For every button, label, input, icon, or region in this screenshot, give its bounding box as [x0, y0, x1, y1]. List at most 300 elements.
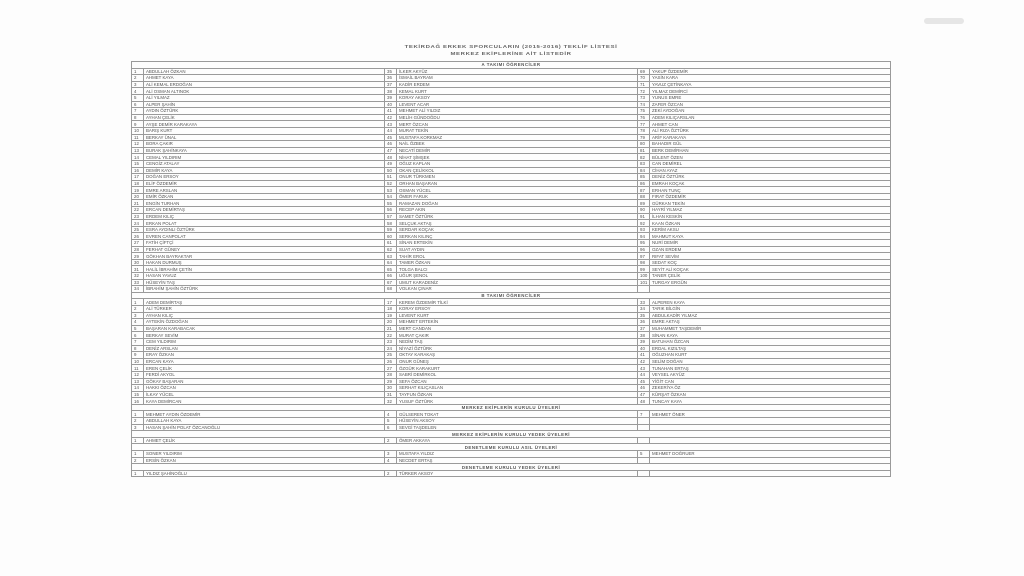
row-number: 71: [638, 81, 650, 88]
member-name: ERCAN DEMİRTAŞ: [144, 207, 385, 214]
table-row: [132, 305, 891, 312]
row-number: 48: [638, 398, 650, 405]
row-number: 21: [132, 200, 144, 207]
member-name: RIFAT SEVİM: [650, 253, 891, 260]
member-name: ALİ OSMAN ALTINOK: [144, 88, 385, 95]
row-number: [638, 418, 650, 425]
row-number: 72: [638, 88, 650, 95]
row-number: 20: [385, 319, 397, 326]
row-number: 66: [385, 273, 397, 280]
member-name: SELİM DOĞAN: [650, 358, 891, 365]
member-name: HALİL İBRAHİM ÇETİN: [144, 266, 385, 273]
table-row: [132, 371, 891, 378]
table-row: [132, 114, 891, 121]
table-row: [132, 391, 891, 398]
member-name: TUNCAY KAYA: [650, 398, 891, 405]
table-row: [132, 259, 891, 266]
member-name: NİYAZİ ÖZTÜRK: [397, 345, 638, 352]
table-row: [132, 253, 891, 260]
table-row: [132, 437, 891, 444]
row-number: 36: [638, 319, 650, 326]
member-name: AYDIN ÖZTÜRK: [144, 108, 385, 115]
member-name: VEYSEL AKYÜZ: [650, 371, 891, 378]
member-name: OZAN ERDEM: [650, 246, 891, 253]
member-name: BERKAY SEVİM: [144, 332, 385, 339]
member-name: GÖKAY BAŞARAN: [144, 378, 385, 385]
member-name: UĞUR ŞENOL: [397, 273, 638, 280]
member-name: MUSTAFA KORKMAZ: [397, 134, 638, 141]
member-name: AYŞE DEMİR KARAKAYA: [144, 121, 385, 128]
member-name: TOLGA BALCI: [397, 266, 638, 273]
member-name: HAKAN DURMUŞ: [144, 259, 385, 266]
row-number: 84: [638, 167, 650, 174]
member-name: YILMAZ DEMİRCİ: [650, 88, 891, 95]
member-name: SEDAT KOÇ: [650, 259, 891, 266]
member-name: LEVENT KURT: [397, 312, 638, 319]
member-name: MAHMUT KAYA: [650, 233, 891, 240]
member-name: ALİ RIZA ÖZTÜRK: [650, 127, 891, 134]
table-row: [132, 424, 891, 431]
row-number: 56: [385, 207, 397, 214]
table-row: [132, 108, 891, 115]
member-name: EMRAH KOÇAK: [650, 180, 891, 187]
member-name: NURİ DEMİR: [650, 240, 891, 247]
row-number: [638, 424, 650, 431]
member-name: MEHMET ALİ YILDIZ: [397, 108, 638, 115]
member-name: EMRE ARSLAN: [144, 187, 385, 194]
row-number: 3: [132, 312, 144, 319]
member-name: [650, 470, 891, 477]
row-number: 34: [638, 305, 650, 312]
member-list-table: [131, 61, 891, 477]
member-name: AHMET CAN: [650, 121, 891, 128]
member-name: HAYRİ YILMAZ: [650, 207, 891, 214]
row-number: 100: [638, 273, 650, 280]
row-number: 1: [132, 470, 144, 477]
member-name: OSMAN YÜCEL: [397, 187, 638, 194]
member-name: BAHADIR GÜL: [650, 141, 891, 148]
member-name: EREN ÇELİK: [144, 365, 385, 372]
table-row: [132, 325, 891, 332]
row-number: 62: [385, 246, 397, 253]
member-name: KEMAL KURT: [397, 88, 638, 95]
row-number: 2: [132, 75, 144, 82]
member-list-body: [132, 62, 891, 477]
row-number: 97: [638, 253, 650, 260]
member-name: SERKAN KILINÇ: [397, 233, 638, 240]
member-name: RECEP AKIN: [397, 207, 638, 214]
table-row: [132, 101, 891, 108]
row-number: 7: [132, 108, 144, 115]
member-name: MEHMET DOĞRUER: [650, 451, 891, 458]
member-name: ÖZGÜR KARAKURT: [397, 365, 638, 372]
row-number: 49: [385, 160, 397, 167]
member-name: MURAT TEKİN: [397, 127, 638, 134]
member-name: BERKAY ÜNAL: [144, 134, 385, 141]
row-number: 11: [132, 365, 144, 372]
member-name: AYHAN KILIÇ: [144, 312, 385, 319]
row-number: 52: [385, 180, 397, 187]
member-name: NECATİ DEMİR: [397, 147, 638, 154]
row-number: 26: [385, 358, 397, 365]
member-name: SEYİT ALİ KOÇAK: [650, 266, 891, 273]
member-name: ALPER ŞAHİN: [144, 101, 385, 108]
row-number: 82: [638, 154, 650, 161]
section-header-row: [132, 464, 891, 471]
member-name: KÜRŞAT ÖZKAN: [650, 391, 891, 398]
row-number: 26: [132, 233, 144, 240]
member-name: MEHMET ERTEKİN: [397, 319, 638, 326]
table-row: [132, 279, 891, 286]
row-number: 9: [132, 121, 144, 128]
table-row: [132, 365, 891, 372]
row-number: 8: [132, 345, 144, 352]
member-name: YUNUS EMRE: [650, 94, 891, 101]
row-number: 12: [132, 371, 144, 378]
member-name: SİNAN ERTEKİN: [397, 240, 638, 247]
member-name: DEMİR KAYA: [144, 167, 385, 174]
row-number: 10: [132, 358, 144, 365]
row-number: 99: [638, 266, 650, 273]
member-name: ONUR TÜRKMEN: [397, 174, 638, 181]
table-row: [132, 193, 891, 200]
member-name: BURAK ŞAHİNKAYA: [144, 147, 385, 154]
row-number: 80: [638, 141, 650, 148]
row-number: 2: [132, 305, 144, 312]
row-number: [638, 470, 650, 477]
row-number: 37: [638, 325, 650, 332]
member-name: İBRAHİM ŞAHİN ÖZTÜRK: [144, 286, 385, 293]
member-name: TAHİR EROL: [397, 253, 638, 260]
member-name: ZAFER ÖZCAN: [650, 101, 891, 108]
row-number: 6: [132, 332, 144, 339]
row-number: 98: [638, 259, 650, 266]
section-title: B TAKIMI ÖĞRENCİLER: [132, 292, 891, 299]
member-name: BORA ÇAKIR: [144, 141, 385, 148]
row-number: 5: [385, 418, 397, 425]
member-name: İLKAY YÜCEL: [144, 391, 385, 398]
member-name: NİHAT ŞİMŞEK: [397, 154, 638, 161]
table-row: [132, 167, 891, 174]
member-name: OKTAY KARAKAŞ: [397, 352, 638, 359]
row-number: 59: [385, 226, 397, 233]
table-row: [132, 319, 891, 326]
row-number: 25: [132, 226, 144, 233]
row-number: 18: [385, 305, 397, 312]
section-title: MERKEZ EKİPLERİN KURULU ÜYELERİ: [132, 404, 891, 411]
table-row: [132, 180, 891, 187]
row-number: 87: [638, 187, 650, 194]
row-number: 16: [132, 167, 144, 174]
member-name: [650, 424, 891, 431]
row-number: 31: [385, 391, 397, 398]
member-name: ADEM DEMİRTAŞ: [144, 299, 385, 306]
member-name: ENGİN TURHAN: [144, 200, 385, 207]
row-number: 2: [132, 418, 144, 425]
member-name: BARIŞ KURT: [144, 127, 385, 134]
member-name: MURAT ÇAKIR: [397, 332, 638, 339]
section-title: DENETLEME KURULU ASIL ÜYELERİ: [132, 444, 891, 451]
row-number: [638, 286, 650, 293]
row-number: 92: [638, 220, 650, 227]
member-name: CEMAL YILDIRIM: [144, 154, 385, 161]
member-name: TÜRKER AKSOY: [397, 470, 638, 477]
row-number: 42: [385, 114, 397, 121]
section-header-row: [132, 404, 891, 411]
member-name: MEHMET AYDIN ÖZDEMİR: [144, 411, 385, 418]
member-name: GÖKHAN BAYRAKTAR: [144, 253, 385, 260]
table-row: [132, 470, 891, 477]
member-name: HASAN ŞAHİN POLAT ÖZCANOĞLU: [144, 424, 385, 431]
row-number: 20: [132, 193, 144, 200]
row-number: 40: [638, 345, 650, 352]
row-number: 60: [385, 233, 397, 240]
table-row: [132, 345, 891, 352]
table-row: [132, 233, 891, 240]
member-name: TARIK BİLGİN: [650, 305, 891, 312]
row-number: 44: [638, 371, 650, 378]
row-number: 6: [132, 101, 144, 108]
member-name: GÜRKAN TEKİN: [650, 200, 891, 207]
table-row: [132, 154, 891, 161]
table-row: [132, 160, 891, 167]
table-row: [132, 312, 891, 319]
row-number: 89: [638, 200, 650, 207]
row-number: 30: [132, 259, 144, 266]
row-number: 2: [132, 457, 144, 464]
row-number: 12: [132, 141, 144, 148]
member-name: BÜLENT ÖZEN: [650, 154, 891, 161]
table-row: [132, 81, 891, 88]
row-number: 18: [132, 180, 144, 187]
row-number: 35: [385, 68, 397, 75]
table-row: [132, 398, 891, 405]
member-name: ZEKERİYA ÖZ: [650, 385, 891, 392]
row-number: 5: [132, 94, 144, 101]
member-name: ONUR GÜNEŞ: [397, 358, 638, 365]
member-name: YUSUF ÖZTÜRK: [397, 398, 638, 405]
row-number: 43: [638, 365, 650, 372]
row-number: 41: [638, 352, 650, 359]
row-number: 22: [385, 332, 397, 339]
member-name: MERT ÖZCAN: [397, 121, 638, 128]
row-number: 2: [385, 437, 397, 444]
row-number: 93: [638, 226, 650, 233]
member-name: ALPEREN KAYA: [650, 299, 891, 306]
member-name: DENİZ ÖZTÜRK: [650, 174, 891, 181]
row-number: 23: [132, 213, 144, 220]
member-name: YASİN KARA: [650, 75, 891, 82]
member-name: AHMET KAYA: [144, 75, 385, 82]
row-number: 38: [385, 88, 397, 95]
member-name: KADİR ERDEM: [397, 81, 638, 88]
row-number: 1: [132, 68, 144, 75]
row-number: 79: [638, 134, 650, 141]
table-row: [132, 213, 891, 220]
row-number: 35: [638, 312, 650, 319]
row-number: 45: [385, 134, 397, 141]
row-number: 28: [132, 246, 144, 253]
table-row: [132, 286, 891, 293]
row-number: 58: [385, 220, 397, 227]
member-name: MUSTAFA YILDIZ: [397, 451, 638, 458]
row-number: 34: [132, 286, 144, 293]
row-number: 64: [385, 259, 397, 266]
row-number: 7: [132, 338, 144, 345]
member-name: ERCAN KAYA: [144, 358, 385, 365]
table-row: [132, 378, 891, 385]
member-name: CİHAN AYAZ: [650, 167, 891, 174]
section-title: MERKEZ EKİPLERİN KURULU YEDEK ÜYELERİ: [132, 431, 891, 438]
row-number: 24: [385, 345, 397, 352]
row-number: 4: [385, 457, 397, 464]
row-number: 3: [385, 451, 397, 458]
row-number: 63: [385, 253, 397, 260]
member-name: LEVENT ACAR: [397, 101, 638, 108]
row-number: 4: [132, 88, 144, 95]
row-number: 57: [385, 213, 397, 220]
row-number: 28: [385, 371, 397, 378]
row-number: 30: [385, 385, 397, 392]
table-row: [132, 266, 891, 273]
member-name: ZEKİ AYDOĞAN: [650, 108, 891, 115]
member-name: RAMAZAN DOĞAN: [397, 200, 638, 207]
member-name: OĞUZHAN KURT: [650, 352, 891, 359]
row-number: 19: [132, 187, 144, 194]
member-name: KAAN ÖZKAN: [650, 220, 891, 227]
table-row: [132, 418, 891, 425]
member-name: EMRE AKTAŞ: [650, 319, 891, 326]
member-name: YAVUZ ÇETİNKAYA: [650, 81, 891, 88]
member-name: NECDET ERTAŞ: [397, 457, 638, 464]
member-name: OĞUZ KAPLAN: [397, 160, 638, 167]
row-number: 19: [385, 312, 397, 319]
row-number: 1: [132, 299, 144, 306]
row-number: 1: [132, 437, 144, 444]
member-name: ALİ TÜRKER: [144, 305, 385, 312]
table-row: [132, 88, 891, 95]
table-row: [132, 121, 891, 128]
member-name: TUNAHAN ERTAŞ: [650, 365, 891, 372]
row-number: [638, 457, 650, 464]
member-name: HÜSEYİN TAŞ: [144, 279, 385, 286]
member-name: ERAY ÖZKAN: [144, 352, 385, 359]
member-name: ERSİN ÖZKAN: [144, 457, 385, 464]
document-subtitle: MERKEZ EKİPLERİNE AİT LİSTEDİR: [450, 51, 572, 57]
member-name: ALİ KEMAL ERDOĞAN: [144, 81, 385, 88]
section-header-row: [132, 444, 891, 451]
member-name: SİNAN KAYA: [650, 332, 891, 339]
row-number: 16: [132, 398, 144, 405]
row-number: 85: [638, 174, 650, 181]
member-name: TAMER ÖZKAN: [397, 259, 638, 266]
table-row: [132, 246, 891, 253]
section-title: A TAKIMI ÖĞRENCİLER: [132, 62, 891, 69]
row-number: 25: [385, 352, 397, 359]
member-name: AYHAN ÇELİK: [144, 114, 385, 121]
table-row: [132, 147, 891, 154]
member-name: ÖMER FARUK: [397, 193, 638, 200]
row-number: 54: [385, 193, 397, 200]
row-number: 67: [385, 279, 397, 286]
row-number: 68: [385, 286, 397, 293]
table-row: [132, 200, 891, 207]
row-number: 88: [638, 193, 650, 200]
member-name: YILDIZ ŞAHİNOĞLU: [144, 470, 385, 477]
member-name: SAMET ÖZTÜRK: [397, 213, 638, 220]
row-number: 27: [132, 240, 144, 247]
member-name: KORAY AKSOY: [397, 94, 638, 101]
section-title: DENETLEME KURULU YEDEK ÜYELERİ: [132, 464, 891, 471]
member-name: ORHAN BAŞARAN: [397, 180, 638, 187]
row-number: 38: [638, 332, 650, 339]
member-name: BAŞARAN KARABACAK: [144, 325, 385, 332]
member-name: MERT CANDAN: [397, 325, 638, 332]
row-number: 96: [638, 246, 650, 253]
row-number: 46: [385, 141, 397, 148]
row-number: 44: [385, 127, 397, 134]
corner-watermark: [924, 18, 964, 24]
row-number: 1: [132, 411, 144, 418]
row-number: 22: [132, 207, 144, 214]
row-number: 33: [638, 299, 650, 306]
section-header-row: [132, 431, 891, 438]
member-name: TAYFUN ÖZKAN: [397, 391, 638, 398]
member-name: MEHMET ÖNER: [650, 411, 891, 418]
table-row: [132, 207, 891, 214]
table-row: [132, 332, 891, 339]
member-name: ABDULKADİR YILMAZ: [650, 312, 891, 319]
table-row: [132, 299, 891, 306]
member-name: DENİZ ARSLAN: [144, 345, 385, 352]
row-number: 31: [132, 266, 144, 273]
member-name: ESRA AYDINLI ÖZTÜRK: [144, 226, 385, 233]
row-number: 70: [638, 75, 650, 82]
member-name: ARİF KARAKAYA: [650, 134, 891, 141]
table-row: [132, 220, 891, 227]
member-name: NEDİM TAŞ: [397, 338, 638, 345]
table-row: [132, 187, 891, 194]
row-number: 95: [638, 240, 650, 247]
row-number: 90: [638, 207, 650, 214]
document-body: [131, 44, 891, 477]
member-name: HASAN YAVUZ: [144, 273, 385, 280]
table-row: [132, 141, 891, 148]
member-name: KAYA DEMİRCAN: [144, 398, 385, 405]
member-name: ÖMER AKKAYA: [397, 437, 638, 444]
member-name: ABDULLAH ÖZKAN: [144, 68, 385, 75]
table-row: [132, 226, 891, 233]
member-name: NAİL ÖZBEK: [397, 141, 638, 148]
row-number: 4: [385, 411, 397, 418]
member-name: TURGAY ERGÜN: [650, 279, 891, 286]
row-number: 9: [132, 352, 144, 359]
row-number: 47: [385, 147, 397, 154]
row-number: 5: [132, 325, 144, 332]
member-name: DOĞAN ERSOY: [144, 174, 385, 181]
row-number: 83: [638, 160, 650, 167]
member-name: HÜSEYİN AKSOY: [397, 418, 638, 425]
row-number: 15: [132, 160, 144, 167]
table-row: [132, 352, 891, 359]
member-name: UMUT KARADENİZ: [397, 279, 638, 286]
row-number: 6: [385, 424, 397, 431]
table-row: [132, 240, 891, 247]
member-name: AYTEKİN ÖZDOĞAN: [144, 319, 385, 326]
member-name: SONER YILDIRIM: [144, 451, 385, 458]
member-name: SELÇUK AKTAŞ: [397, 220, 638, 227]
row-number: 75: [638, 108, 650, 115]
